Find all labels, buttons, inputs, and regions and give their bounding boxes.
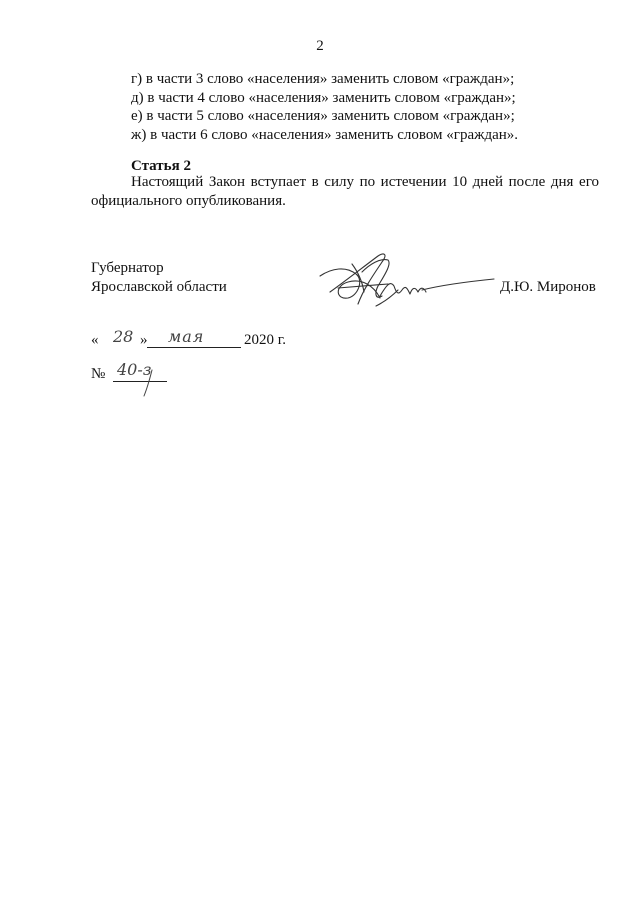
date-day: 28 [113, 327, 134, 346]
number-sign: № [91, 366, 106, 382]
date-underline [147, 347, 241, 348]
amendment-item: ж) в части 6 слово «населения» заменить словом «граждан». [131, 127, 519, 143]
article-body: Настоящий Закон вступает в силу по истечении 10 дней после дня его официального опубликования. [91, 174, 599, 209]
number-flourish [138, 368, 158, 398]
date-close-quote: » [140, 332, 148, 348]
article-title: Статья 2 [131, 158, 191, 174]
date-open-quote: « [91, 332, 99, 348]
amendment-item: г) в части 3 слово «населения» заменить словом «граждан»; [131, 71, 515, 87]
amendment-item: е) в части 5 слово «населения» заменить словом «граждан»; [131, 108, 515, 124]
date-year: 2020 г. [244, 332, 286, 348]
document-number: 40-з [117, 360, 152, 379]
signatory-name: Д.Ю. Миронов [500, 279, 596, 295]
date-month: мая [168, 327, 205, 346]
handwritten-signature [318, 246, 500, 316]
amendment-item: д) в части 4 слово «населения» заменить словом «граждан»; [131, 90, 516, 106]
page-number: 2 [316, 38, 324, 54]
signatory-title-line2: Ярославской области [91, 279, 227, 295]
signatory-title-line1: Губернатор [91, 260, 164, 276]
